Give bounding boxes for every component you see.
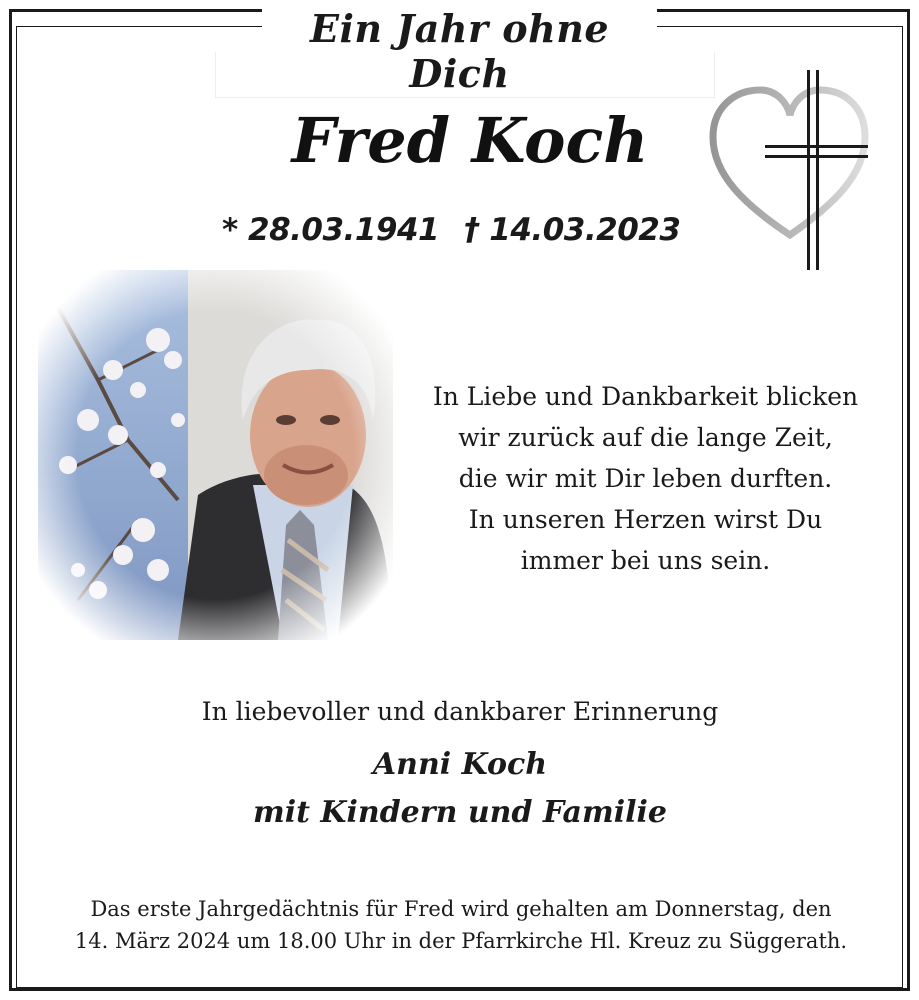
poem-line: In Liebe und Dankbarkeit blicken xyxy=(432,382,859,411)
birth-date: * 28.03.1941 xyxy=(222,212,440,248)
poem-line: In unseren Herzen wirst Du xyxy=(468,505,823,534)
heart-cross-icon xyxy=(705,65,875,275)
deceased-name: Fred Koch xyxy=(291,104,649,177)
poem-block xyxy=(398,376,893,581)
notice-line: 14. März 2024 um 18.00 Uhr in der Pfarrkirche Hl. Kreuz zu Süggerath. xyxy=(74,929,848,953)
portrait-photo xyxy=(38,270,393,640)
mourner-name: Anni Koch xyxy=(372,747,548,782)
memory-text: In liebevoller und dankbarer Erinnerung xyxy=(201,697,719,726)
memorial-notice xyxy=(28,893,894,957)
mourner-family: mit Kindern und Familie xyxy=(252,795,667,830)
poem-line: immer bei uns sein. xyxy=(520,546,771,575)
header-title: Ein Jahr ohne Dich xyxy=(309,6,609,96)
poem-line: wir zurück auf die lange Zeit, xyxy=(458,423,833,452)
notice-line: Das erste Jahrgedächtnis für Fred wird gehalten am Donnerstag, den xyxy=(90,897,832,921)
death-date: † 14.03.2023 xyxy=(464,212,681,248)
poem-line: die wir mit Dir leben durften. xyxy=(458,464,833,493)
